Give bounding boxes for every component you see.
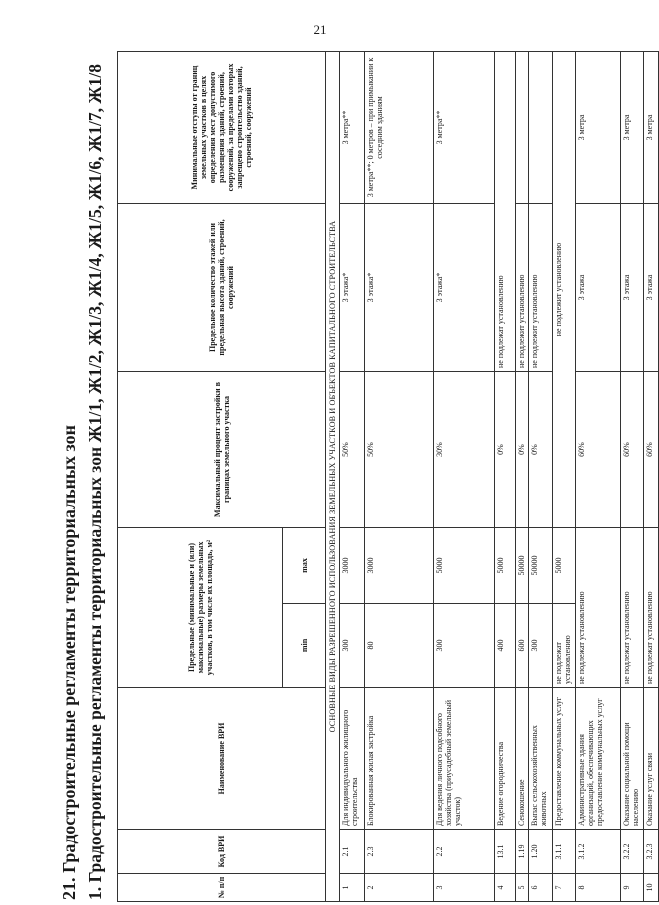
cell-name: Оказание услуг связи [644, 688, 659, 830]
table-row [434, 52, 495, 902]
cell-num: 5 [516, 874, 529, 902]
page-number: 21 [313, 22, 327, 37]
cell-max: 5000 [553, 528, 576, 604]
table-row [516, 52, 529, 902]
cell-name: Ведение огородничества [495, 688, 516, 830]
rotated-page-content [55, 52, 654, 902]
cell-code: 1.19 [516, 830, 529, 874]
cell-floors-setback-merged: не подлежат установлению [495, 52, 516, 372]
cell-min: 400 [495, 604, 516, 688]
cell-percent: 60% [621, 372, 644, 528]
cell-percent: 50% [365, 372, 434, 528]
cell-max: 5000 [495, 528, 516, 604]
cell-max: 50000 [529, 528, 553, 604]
header-floors: Предельное количество этажей или предельная высота зданий, строений, сооружений [118, 204, 326, 372]
cell-num: 8 [576, 874, 621, 902]
cell-setback: 3 метра [576, 52, 621, 204]
cell-floors: 3 этажа [644, 204, 659, 372]
cell-name: Выпас сельскохозяйственных животных [529, 688, 553, 830]
cell-floors: 3 этажа* [365, 204, 434, 372]
cell-name: Административные здания организаций, обеспечивающих предоставление коммунальных услуг [576, 688, 621, 830]
table-row [365, 52, 434, 902]
cell-size-merged: не подлежат установлению [644, 528, 659, 688]
cell-percent: 50% [340, 372, 365, 528]
regulations-table [117, 51, 659, 902]
cell-code: 3.1.1 [553, 830, 576, 874]
cell-setback: 3 метра [644, 52, 659, 204]
cell-num: 3 [434, 874, 495, 902]
table-row [340, 52, 365, 902]
cell-floors: 3 этажа* [434, 204, 495, 372]
cell-code: 2.3 [365, 830, 434, 874]
cell-code: 2.1 [340, 830, 365, 874]
cell-floors: 3 этажа* [340, 204, 365, 372]
cell-code: 3.2.3 [644, 830, 659, 874]
cell-code: 1.20 [529, 830, 553, 874]
table-row [529, 52, 553, 902]
header-percent: Максимальный процент застройки в границах земельного участка [118, 372, 326, 528]
cell-max: 5000 [434, 528, 495, 604]
header-size: Предельные (минимальные и (или) максимальные) размеры земельных участков, в том числе их площадь, м² [118, 528, 283, 688]
cell-num: 6 [529, 874, 553, 902]
cell-setback [516, 52, 529, 204]
cell-num: 4 [495, 874, 516, 902]
cell-size-merged: не подлежат установлению [621, 528, 644, 688]
header-max: max [283, 528, 326, 604]
cell-floors: 3 этажа [576, 204, 621, 372]
cell-setback: 3 метра**; 0 метров – при примыкании к соседним зданиям [365, 52, 434, 204]
cell-name: Блокированная жилая застройка [365, 688, 434, 830]
cell-code: 3.2.2 [621, 830, 644, 874]
cell-percent: 30% [434, 372, 495, 528]
cell-max: 50000 [516, 528, 529, 604]
cell-percent: 0% [516, 372, 529, 528]
table-row [576, 52, 621, 902]
cell-min: 80 [365, 604, 434, 688]
cell-num: 7 [553, 874, 576, 902]
cell-min: 300 [340, 604, 365, 688]
section-title: 21. Градостроительные регламенты территориальных зон [59, 424, 79, 900]
table-row [553, 52, 576, 902]
cell-min: 300 [434, 604, 495, 688]
cell-percent: 60% [644, 372, 659, 528]
cell-max: 3000 [365, 528, 434, 604]
table-row [644, 52, 659, 902]
table-row [621, 52, 644, 902]
cell-percent: 60% [576, 372, 621, 528]
cell-name: Предоставление коммунальных услуг [553, 688, 576, 830]
cell-code: 2.2 [434, 830, 495, 874]
header-num: № п/п [118, 874, 326, 902]
cell-code: 3.1.2 [576, 830, 621, 874]
cell-setback: 3 метра** [340, 52, 365, 204]
cell-name: Оказание социальной помощи населению [621, 688, 644, 830]
cell-floors: не подлежит установлению [516, 204, 529, 372]
cell-min: 600 [516, 604, 529, 688]
cell-name: Для индивидуального жилищного строительства [340, 688, 365, 830]
cell-setback: 3 метра** [434, 52, 495, 204]
cell-num: 2 [365, 874, 434, 902]
cell-percent-floors-setback-merged: не подлежит установлению [553, 52, 576, 528]
cell-floors: не подлежит установлению [529, 204, 553, 372]
section-main-uses: ОСНОВНЫЕ ВИДЫ РАЗРЕШЕННОГО ИСПОЛЬЗОВАНИЯ ЗЕМЕЛЬНЫХ УЧАСТКОВ И ОБЪЕКТОВ КАПИТАЛЬНОГО СТРОИТЕЛЬСТВА [326, 52, 340, 902]
subsection-title: 1. Градостроительные регламенты территориальных зон Ж1/1, Ж1/2, Ж1/3, Ж1/4, Ж1/5, Ж1/6, Ж1/7, Ж1/8 [85, 63, 105, 900]
cell-max: 3000 [340, 528, 365, 604]
header-setback: Минимальные отступы от границ земельных участков в целях определения мест допустимого размещения зданий, строений, сооружений, за пределами которых запрещено строительство зданий, строений, сооружений [118, 52, 326, 204]
cell-name: Для ведения личного подсобного хозяйства (приусадебный земельный участок) [434, 688, 495, 830]
cell-size-merged: не подлежат установлению [576, 528, 621, 688]
cell-code: 13.1 [495, 830, 516, 874]
cell-num: 1 [340, 874, 365, 902]
cell-setback: 3 метра [621, 52, 644, 204]
cell-floors: 3 этажа [621, 204, 644, 372]
cell-percent: 0% [495, 372, 516, 528]
cell-setback [529, 52, 553, 204]
cell-min: 300 [529, 604, 553, 688]
cell-num: 10 [644, 874, 659, 902]
cell-percent: 0% [529, 372, 553, 528]
header-code: Код ВРИ [118, 830, 326, 874]
table-row [495, 52, 516, 902]
cell-name: Сенокошение [516, 688, 529, 830]
header-name: Наименование ВРИ [118, 688, 326, 830]
cell-num: 9 [621, 874, 644, 902]
header-min: min [283, 604, 326, 688]
cell-min: не подлежат установлению [553, 604, 576, 688]
